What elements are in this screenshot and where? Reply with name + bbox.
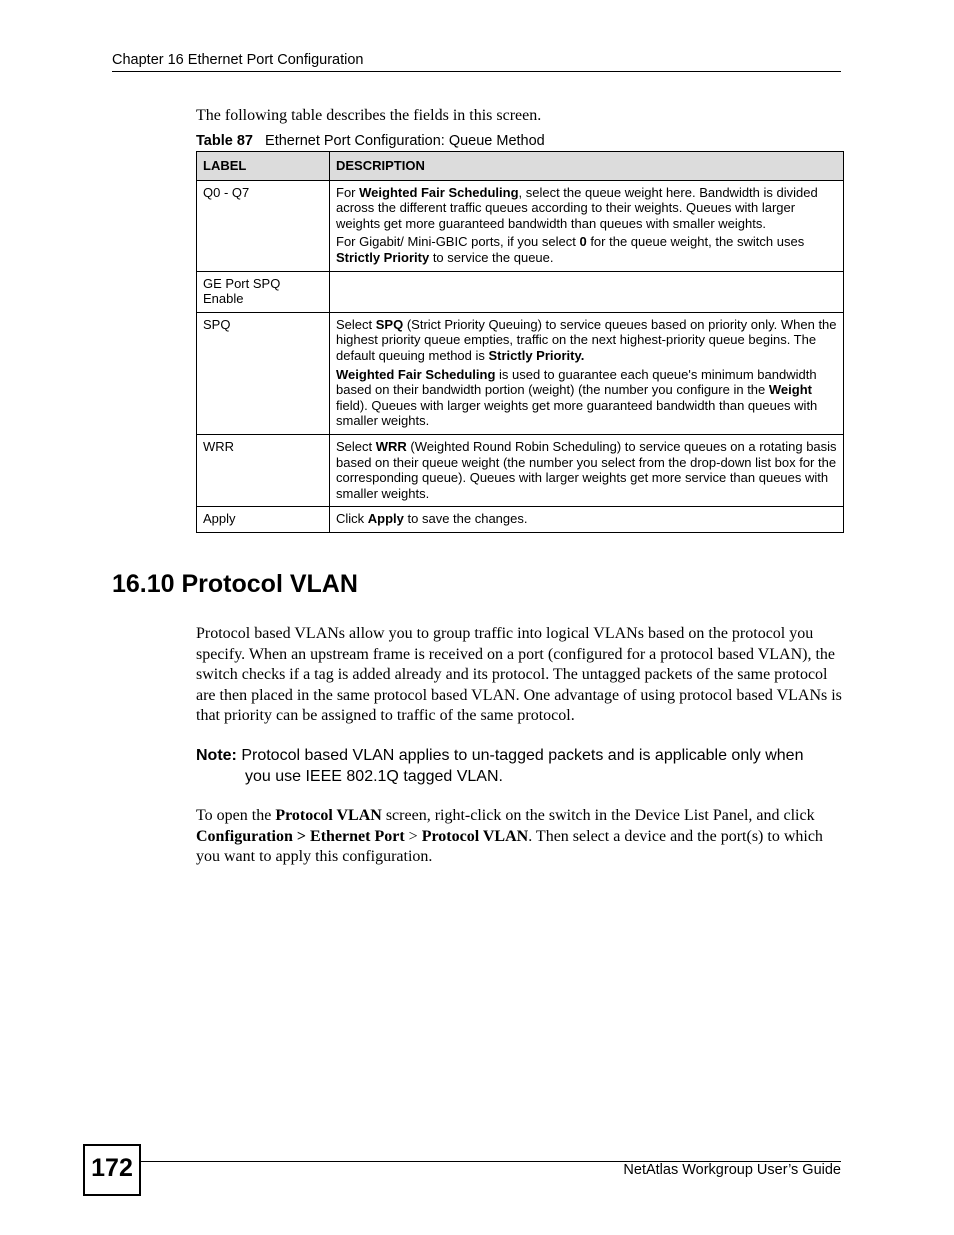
row-label: Q0 - Q7: [197, 180, 330, 271]
row-description: [330, 507, 844, 533]
footer-guide-title: NetAtlas Workgroup User’s Guide: [623, 1162, 841, 1178]
description-paragraph: Select WRR (Weighted Round Robin Scheduling) to service queues on a rotating basis based on their queue weight (the number you select from the drop-down list box for the corresponding queue). Queues with larger weights get more service than queues with smaller weights.: [336, 438, 837, 501]
note-label: Note:: [196, 747, 237, 764]
description-paragraph: Weighted Fair Scheduling is used to guarantee each queue's minimum bandwidth based on their bandwidth portion (weight) (the number you configure in the Weight field). Queues with larger weights get more guaranteed bandwidth than queues with smaller weights.: [336, 366, 818, 429]
open-screen-paragraph: To open the Protocol VLAN screen, right-click on the switch in the Device List Panel, and click Configuration > Ethernet Port > Protocol VLAN. Then select a device and the port(s) to which you want to apply this configuration.: [196, 807, 823, 865]
description-paragraph: Click Apply to save the changes.: [336, 511, 528, 527]
row-description: [330, 180, 844, 271]
row-description: [330, 271, 844, 312]
row-label: GE Port SPQ Enable: [197, 271, 330, 312]
running-header: Chapter 16 Ethernet Port Configuration: [112, 52, 364, 68]
description-paragraph: Select SPQ (Strict Priority Queuing) to service queues based on priority only. When the highest priority queue empties, traffic on the next highest-priority queue begins. The default queuing method is Strictly Priority.: [336, 316, 837, 363]
note-block: [196, 745, 846, 787]
page-number: 172: [91, 1154, 133, 1182]
table-row-q0-q7: [197, 180, 844, 271]
row-label: WRR: [197, 434, 330, 506]
table-intro-text: The following table describes the fields in this screen.: [196, 107, 542, 124]
header-divider: [112, 71, 841, 72]
table-row-ge-port-spq: [197, 271, 844, 312]
description-paragraph: For Weighted Fair Scheduling, select the queue weight here. Bandwidth is divided across the different traffic queues according to their weights. Queues with larger weights get more guaranteed bandwidth than queues with smaller weights.: [336, 184, 818, 231]
description-column-header: DESCRIPTION: [330, 152, 844, 181]
page-number-box: [83, 1144, 141, 1196]
table-title: Ethernet Port Configuration: Queue Method: [265, 133, 545, 149]
queue-method-table: [196, 151, 844, 533]
row-description: [330, 434, 844, 506]
table-header-row: [197, 152, 844, 181]
label-column-header: LABEL: [197, 152, 330, 181]
description-paragraph: For Gigabit/ Mini-GBIC ports, if you select 0 for the queue weight, the switch uses Strictly Priority to service the queue.: [336, 234, 805, 265]
table-caption: [196, 133, 545, 149]
section-heading: 16.10 Protocol VLAN: [112, 570, 358, 598]
row-label: Apply: [197, 507, 330, 533]
note-text-line1: Protocol based VLAN applies to un-tagged packets and is applicable only when: [236, 747, 804, 764]
table-row-spq: [197, 312, 844, 434]
protocol-vlan-paragraph: Protocol based VLANs allow you to group traffic into logical VLANs based on the protocol you specify. When an upstream frame is received on a port (configured for a protocol based VLAN), the switch checks if a tag is added already and its protocol. The untagged packets of the same protocol are then placed in the same protocol based VLAN. One advantage of using protocol based VLANs is that priority can be assigned to traffic of the same protocol.: [196, 625, 842, 724]
row-description: [330, 312, 844, 434]
table-row-wrr: [197, 434, 844, 506]
table-number: Table 87: [196, 133, 253, 149]
row-label: SPQ: [197, 312, 330, 434]
note-text-line2: you use IEEE 802.1Q tagged VLAN.: [245, 768, 503, 785]
table-row-apply: [197, 507, 844, 533]
